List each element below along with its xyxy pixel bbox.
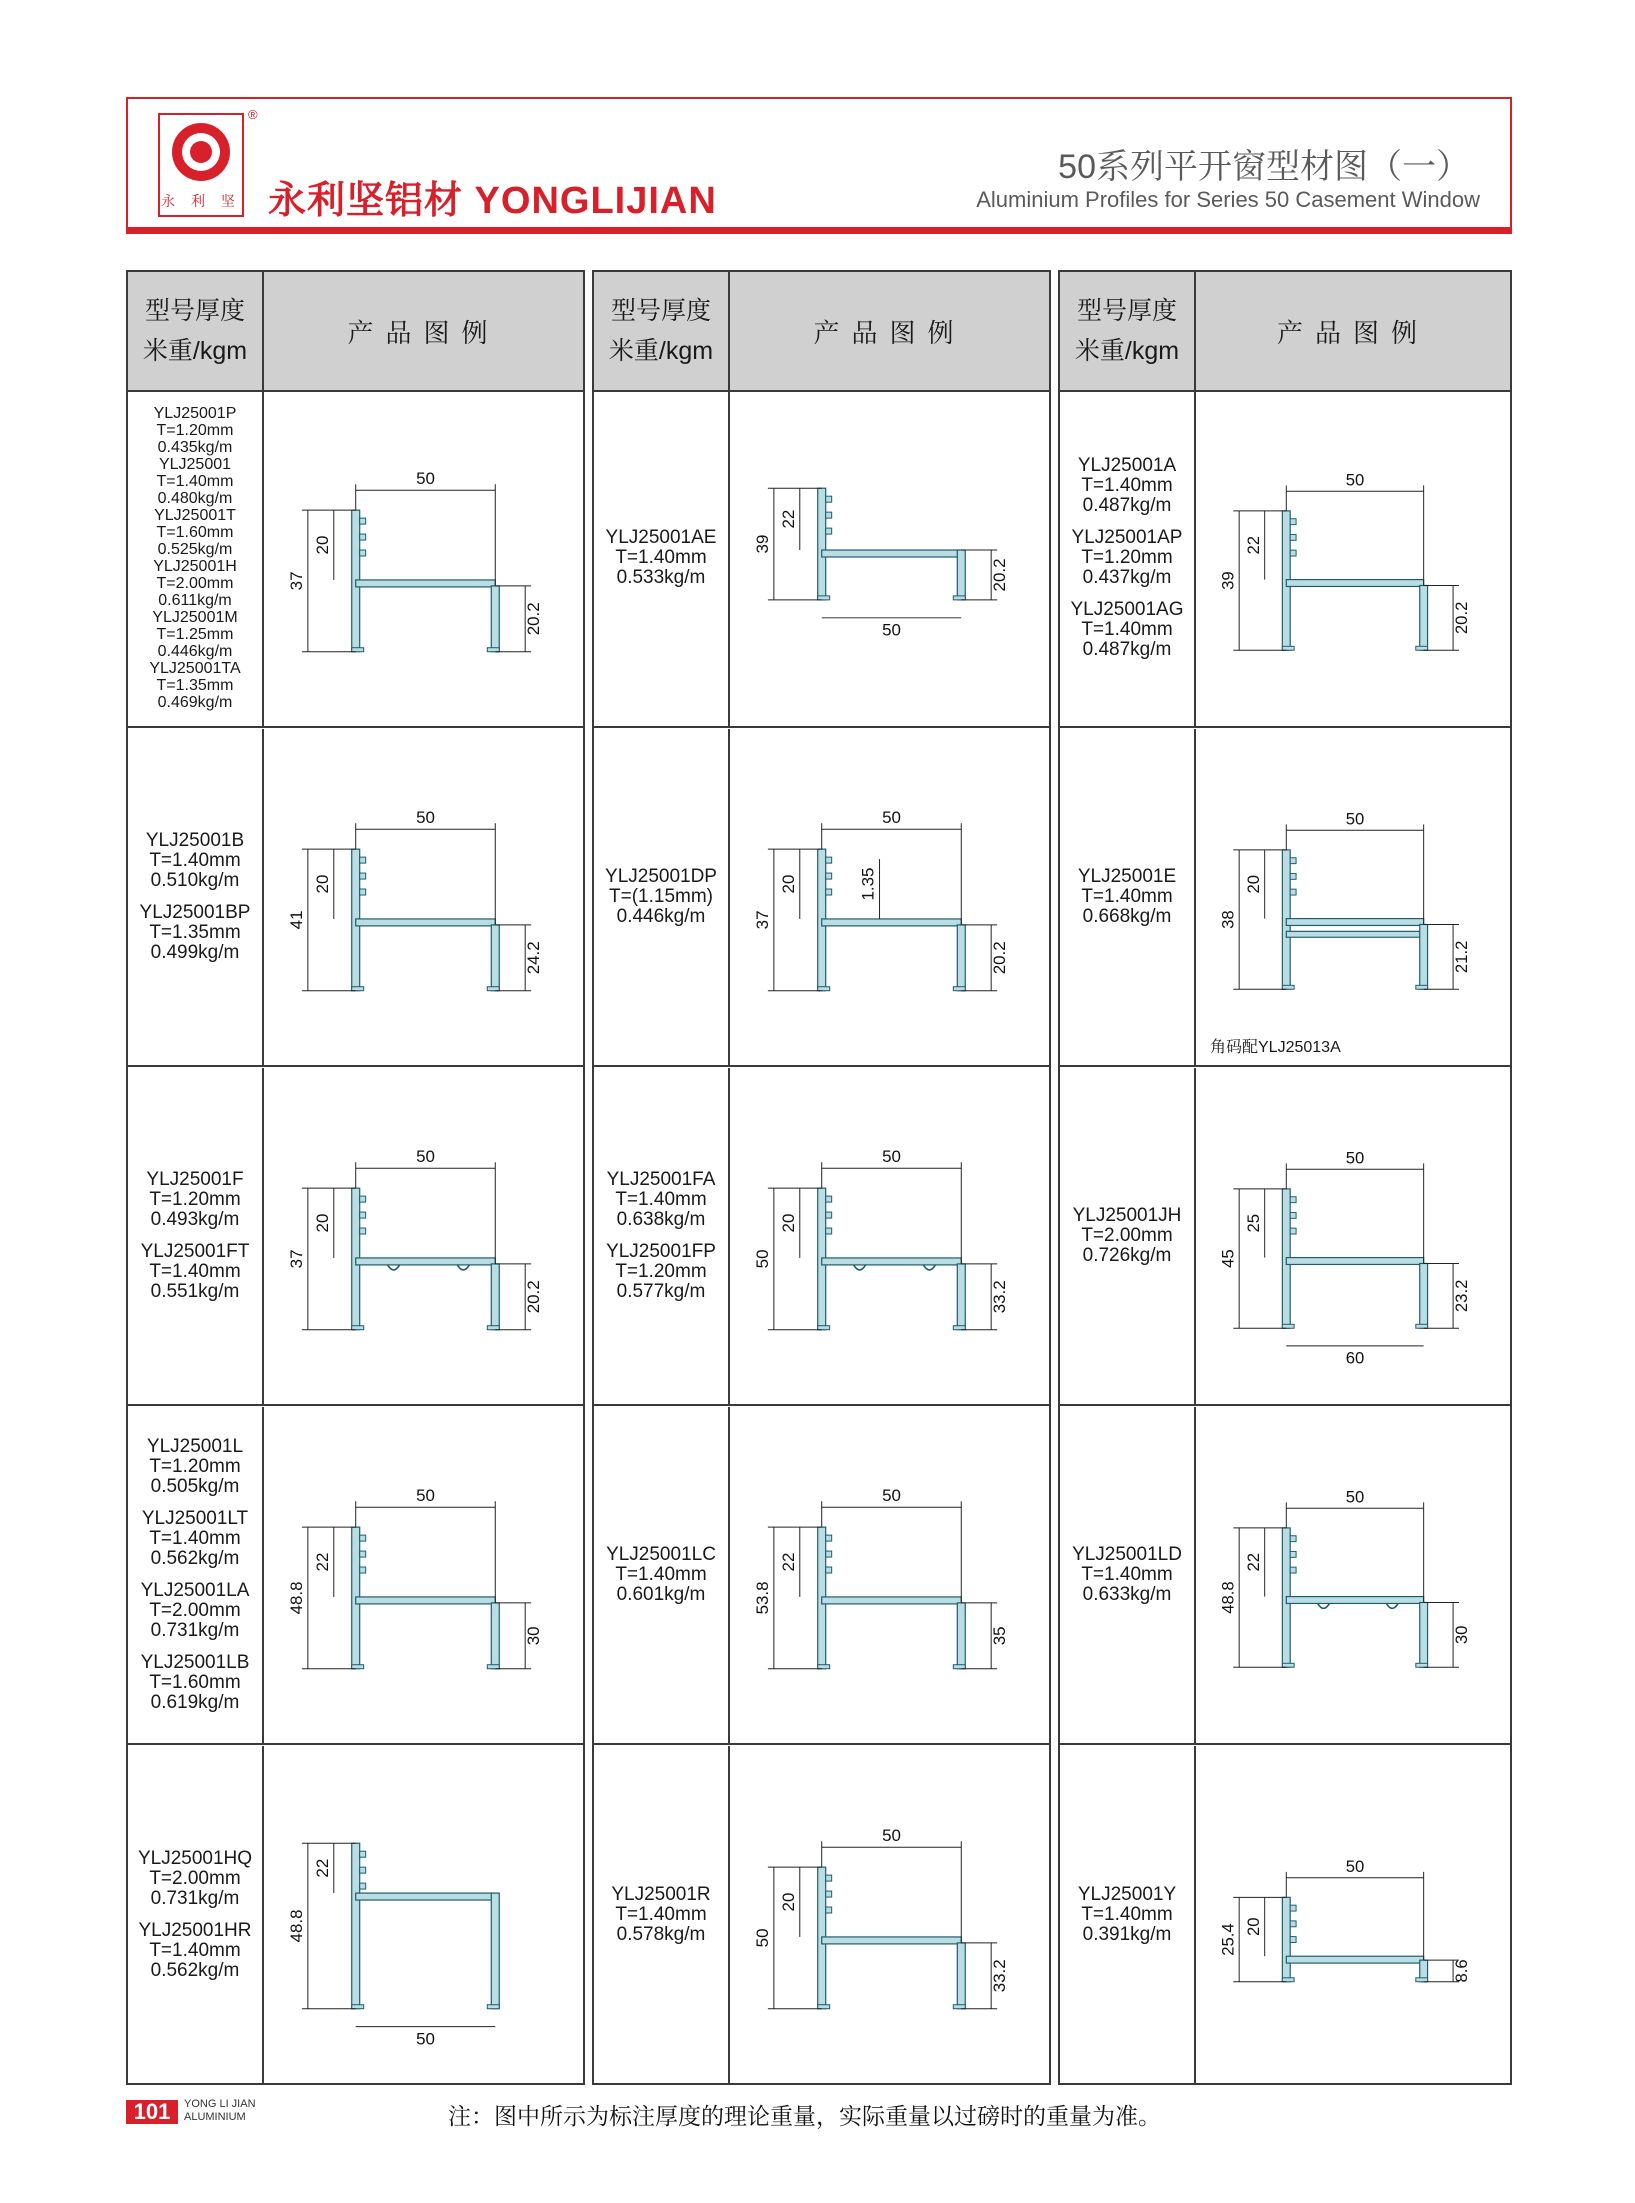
model-entry	[154, 405, 237, 456]
profile-diagram	[1196, 729, 1510, 1065]
model-entry	[1070, 600, 1183, 660]
profile-drawing	[818, 1527, 966, 1669]
weight-per-meter: 0.510kg/m	[150, 870, 240, 891]
model-number: YLJ25001P	[153, 405, 237, 422]
thickness: T=1.20mm	[149, 1456, 241, 1477]
model-entry	[606, 528, 717, 588]
model-entry	[138, 1921, 251, 1981]
profile-drawing	[1282, 1528, 1427, 1667]
dim-right-height-label: 21.2	[1451, 940, 1471, 974]
model-spec-cell	[594, 1068, 730, 1404]
profile-diagram	[264, 390, 583, 726]
dim-right-height-label: 33.2	[990, 1959, 1010, 1993]
table-row	[128, 729, 583, 1067]
footer-brand-line2: ALUMINIUM	[184, 2111, 246, 2123]
thickness: T=2.00mm	[1081, 1225, 1173, 1246]
dim-inner-height-label: 20	[312, 1213, 332, 1233]
model-entry	[147, 1437, 243, 1497]
dim-width-label: 50	[1345, 470, 1365, 490]
weight-per-meter: 0.601kg/m	[616, 1584, 706, 1605]
thickness: T=1.40mm	[1081, 475, 1173, 496]
dim-total-height-label: 39	[752, 534, 772, 554]
table-row	[594, 1746, 1049, 2084]
model-entry	[141, 1242, 250, 1302]
header-weight-label: 米重/kgm	[608, 337, 714, 365]
table-row	[594, 1407, 1049, 1745]
model-number: YLJ25001LC	[606, 1544, 716, 1565]
weight-per-meter: 0.391kg/m	[1082, 1924, 1172, 1945]
model-entry	[142, 1509, 248, 1569]
model-entry	[138, 1849, 252, 1909]
table-row	[1060, 1407, 1510, 1745]
profile-drawing	[352, 1188, 500, 1330]
thickness: T=2.00mm	[149, 1868, 241, 1889]
table-row	[128, 1068, 583, 1406]
dim-inner-height-label: 20	[778, 874, 798, 894]
header-rule	[126, 227, 1512, 234]
model-spec-cell	[1060, 390, 1196, 726]
weight-per-meter: 0.446kg/m	[616, 906, 706, 927]
dim-inner-height-label: 22	[1243, 1552, 1263, 1572]
profile-figure-cell	[730, 1407, 1049, 1743]
dim-width-label: 50	[416, 808, 435, 828]
profile-diagram	[730, 390, 1049, 726]
thickness: T=1.40mm	[149, 1528, 241, 1549]
model-number: YLJ25001A	[1077, 455, 1177, 476]
profile-figure-cell	[730, 1068, 1049, 1404]
profile-figure-cell	[264, 1068, 583, 1404]
profile-figure-cell	[1196, 390, 1510, 726]
thickness: T=1.35mm	[156, 677, 234, 694]
table-row	[1060, 729, 1510, 1067]
thickness: T=1.40mm	[615, 1564, 707, 1585]
profile-drawing	[818, 488, 966, 600]
dim-right-height-label: 30	[1451, 1625, 1471, 1645]
model-entry	[606, 1242, 716, 1302]
model-entry	[140, 903, 251, 963]
dim-inner-height-label: 20	[778, 1892, 798, 1912]
dim-width-label: 50	[1345, 1856, 1365, 1876]
model-spec-cell	[128, 1068, 264, 1404]
dim-inner-height-label: 20	[312, 535, 332, 555]
dim-right-height-label: 30	[524, 1626, 544, 1646]
weight-per-meter: 0.480kg/m	[157, 490, 233, 507]
dim-inner-height-label: 22	[1243, 535, 1263, 555]
dim-width-label: 50	[1345, 1487, 1365, 1507]
dim-width-label: 50	[882, 1486, 901, 1506]
profile-drawing	[1282, 1189, 1427, 1328]
dim-right-height-label: 8.6	[1451, 1959, 1471, 1983]
registered-mark: ®	[248, 107, 258, 122]
thickness: T=1.40mm	[156, 473, 234, 490]
profile-figure-cell	[1196, 1407, 1510, 1743]
model-number: YLJ25001LB	[140, 1652, 250, 1673]
model-number: YLJ25001DP	[605, 866, 717, 887]
dim-total-height-label: 39	[1218, 571, 1238, 590]
model-entry	[146, 1170, 243, 1230]
model-number: YLJ25001LA	[140, 1580, 250, 1601]
thickness: T=1.60mm	[156, 524, 234, 541]
thickness: T=1.40mm	[1081, 1564, 1173, 1585]
model-entry	[146, 831, 244, 891]
profile-figure-cell	[1196, 1068, 1510, 1404]
figure-note: 角码配YLJ25013A	[1210, 1039, 1341, 1056]
weight-per-meter: 0.499kg/m	[150, 942, 240, 963]
weight-per-meter: 0.551kg/m	[150, 1281, 240, 1302]
dim-right-height-label: 33.2	[990, 1280, 1010, 1314]
profile-diagram	[1196, 1746, 1510, 2084]
dim-total-height-label: 25.4	[1218, 1923, 1238, 1956]
model-spec-cell	[128, 1407, 264, 1743]
dim-total-height-label: 37	[286, 571, 306, 591]
dim-right-height-label: 23.2	[1451, 1279, 1471, 1313]
thickness: T=1.40mm	[1081, 886, 1173, 907]
model-entry	[1078, 456, 1176, 516]
thickness: T=(1.15mm)	[609, 886, 713, 907]
table-row	[1060, 390, 1510, 728]
model-number: YLJ25001JH	[1072, 1205, 1182, 1226]
model-number: YLJ25001	[158, 456, 232, 473]
thickness: T=1.40mm	[615, 547, 707, 568]
weight-per-meter: 0.578kg/m	[616, 1924, 706, 1945]
thickness: T=1.35mm	[149, 922, 241, 943]
model-number: YLJ25001AG	[1070, 599, 1184, 620]
model-number: YLJ25001FP	[606, 1241, 716, 1262]
model-number: YLJ25001R	[611, 1884, 711, 1905]
header-model-cell	[1060, 272, 1196, 390]
header-weight-label: 米重/kgm	[142, 337, 248, 365]
model-number: YLJ25001E	[1077, 866, 1177, 887]
profile-diagram	[264, 1746, 583, 2084]
model-entry	[1078, 867, 1176, 927]
weight-per-meter: 0.562kg/m	[150, 1548, 240, 1569]
table-header	[1060, 272, 1510, 392]
profile-drawing	[352, 849, 500, 991]
thickness: T=2.00mm	[156, 575, 234, 592]
model-number: YLJ25001AP	[1071, 527, 1183, 548]
profile-drawing	[352, 510, 500, 652]
dim-bottom-label: 50	[882, 620, 901, 640]
profile-drawing	[818, 849, 966, 991]
thickness: T=1.40mm	[615, 1189, 707, 1210]
thickness: T=1.20mm	[1081, 547, 1173, 568]
logo-emblem-icon	[172, 123, 230, 181]
page-subtitle: Aluminium Profiles for Series 50 Casement Window	[976, 187, 1480, 212]
model-spec-cell	[594, 390, 730, 726]
dim-right-height-label: 35	[990, 1626, 1010, 1646]
dim-width-label: 50	[1345, 1148, 1365, 1168]
dim-inner-height-label: 20	[312, 874, 332, 894]
thickness: T=1.40mm	[149, 1261, 241, 1282]
brand-name: 永利坚铝材 YONGLIJIAN	[268, 180, 717, 222]
dim-width-label: 50	[882, 1826, 901, 1846]
weight-per-meter: 0.525kg/m	[157, 541, 233, 558]
dim-inner-height-label: 22	[778, 509, 798, 529]
profile-figure-cell	[730, 1746, 1049, 2084]
weight-per-meter: 0.562kg/m	[150, 1960, 240, 1981]
weight-per-meter: 0.611kg/m	[158, 592, 232, 609]
profile-drawing	[1282, 850, 1427, 989]
profile-figure-cell	[1196, 1746, 1510, 2084]
weight-per-meter: 0.638kg/m	[616, 1209, 706, 1230]
model-spec-cell	[594, 1746, 730, 2084]
model-number: YLJ25001LD	[1072, 1544, 1182, 1565]
header-model-label: 型号厚度	[1076, 297, 1177, 325]
thickness: T=1.40mm	[149, 1940, 241, 1961]
model-entry	[1072, 1545, 1182, 1605]
model-entry	[153, 558, 237, 609]
weight-per-meter: 0.668kg/m	[1082, 906, 1172, 927]
dim-total-height-label: 37	[752, 910, 772, 930]
model-spec-cell	[594, 729, 730, 1065]
weight-per-meter: 0.493kg/m	[150, 1209, 240, 1230]
page-header	[126, 97, 1512, 234]
dim-right-height-label: 20.2	[990, 558, 1010, 592]
model-number: YLJ25001BP	[139, 902, 251, 923]
table-row	[594, 729, 1049, 1067]
dim-total-height-label: 48.8	[286, 1909, 306, 1943]
model-entry	[607, 1170, 716, 1230]
dim-inner-height-label: 25	[1243, 1213, 1263, 1233]
page-number: 101	[126, 2100, 178, 2124]
profile-diagram	[264, 729, 583, 1065]
model-entry	[1072, 528, 1183, 588]
dim-inner-height-label: 22	[312, 1552, 332, 1572]
profile-diagram	[730, 729, 1049, 1065]
weight-per-meter: 0.446kg/m	[157, 643, 233, 660]
profile-diagram	[1196, 1407, 1510, 1743]
table-row	[1060, 1746, 1510, 2084]
profile-diagram	[1196, 1068, 1510, 1404]
dim-inner-height-label: 22	[778, 1552, 798, 1572]
dim-total-height-label: 53.8	[752, 1581, 772, 1615]
header-figure-label: 产品图例	[813, 317, 966, 348]
model-number: YLJ25001Y	[1077, 1884, 1177, 1905]
dim-right-height-label: 20.2	[1451, 601, 1471, 635]
profile-diagram	[730, 1746, 1049, 2084]
model-entry	[611, 1885, 710, 1945]
dim-bottom-label: 50	[416, 2029, 435, 2049]
logo-caption: 永 利 坚	[161, 193, 241, 209]
weight-per-meter: 0.469kg/m	[157, 694, 233, 711]
model-entry	[1078, 1885, 1176, 1945]
footer-brand	[184, 2098, 256, 2124]
table-row	[594, 390, 1049, 728]
model-number: YLJ25001T	[154, 507, 236, 524]
dim-width-label: 50	[416, 1486, 435, 1506]
model-spec-cell	[594, 1407, 730, 1743]
model-spec-cell	[1060, 1068, 1196, 1404]
weight-per-meter: 0.726kg/m	[1082, 1245, 1172, 1266]
dim-width-label: 50	[882, 1147, 901, 1167]
model-number: YLJ25001TA	[149, 660, 241, 677]
model-entry	[606, 1545, 716, 1605]
header-figure-label: 产品图例	[347, 317, 500, 348]
model-number: YLJ25001L	[146, 1436, 244, 1457]
weight-per-meter: 0.577kg/m	[616, 1281, 706, 1302]
dim-bottom-label: 60	[1345, 1348, 1365, 1368]
thickness: T=1.20mm	[156, 422, 234, 439]
weight-per-meter: 0.619kg/m	[150, 1692, 240, 1713]
profile-figure-cell	[264, 1407, 583, 1743]
profile-drawing	[818, 1188, 966, 1330]
table-row	[128, 390, 583, 728]
model-entry	[605, 867, 717, 927]
thickness: T=1.20mm	[149, 1189, 241, 1210]
thickness: T=2.00mm	[149, 1600, 241, 1621]
model-number: YLJ25001FA	[606, 1169, 716, 1190]
table-header	[128, 272, 583, 392]
weight-per-meter: 0.731kg/m	[150, 1620, 240, 1641]
dim-right-height-label: 20.2	[524, 1280, 544, 1314]
model-entry	[152, 609, 237, 660]
weight-per-meter: 0.487kg/m	[1082, 639, 1172, 660]
dim-total-height-label: 45	[1218, 1249, 1238, 1268]
weight-per-meter: 0.731kg/m	[150, 1888, 240, 1909]
weight-per-meter: 0.437kg/m	[1082, 567, 1172, 588]
model-spec-cell	[1060, 1746, 1196, 2084]
footer-brand-line1: YONG LI JIAN	[184, 2098, 256, 2110]
profile-figure-cell	[1196, 729, 1510, 1065]
profile-drawing	[1282, 511, 1427, 650]
header-model-cell	[594, 272, 730, 390]
model-number: YLJ25001HQ	[137, 1848, 253, 1869]
model-number: YLJ25001H	[153, 558, 237, 575]
weight-per-meter: 0.505kg/m	[150, 1476, 240, 1497]
model-number: YLJ25001B	[145, 830, 245, 851]
table-row	[128, 1407, 583, 1745]
thickness: T=1.20mm	[615, 1261, 707, 1282]
model-entry	[149, 660, 240, 711]
thickness: T=1.40mm	[1081, 1904, 1173, 1925]
catalog-column-1	[126, 270, 585, 2085]
weight-per-meter: 0.487kg/m	[1082, 495, 1172, 516]
profile-diagram	[264, 1407, 583, 1743]
profile-drawing	[818, 1867, 966, 2009]
model-entry	[141, 1653, 250, 1713]
profile-figure-cell	[264, 1746, 583, 2084]
model-entry	[154, 507, 236, 558]
thickness: T=1.40mm	[615, 1904, 707, 1925]
table-header	[594, 272, 1049, 392]
dim-total-height-label: 50	[752, 1249, 772, 1269]
table-row	[1060, 1068, 1510, 1406]
table-row	[594, 1068, 1049, 1406]
dim-total-height-label: 41	[286, 910, 306, 930]
header-model-cell	[128, 272, 264, 390]
header-model-label: 型号厚度	[610, 297, 711, 325]
dim-width-label: 50	[1345, 809, 1365, 829]
model-spec-cell	[128, 729, 264, 1065]
model-spec-cell	[1060, 1407, 1196, 1743]
dim-total-height-label: 38	[1218, 910, 1238, 929]
thickness: T=1.25mm	[156, 626, 234, 643]
model-spec-cell	[128, 390, 264, 726]
header-weight-label: 米重/kgm	[1074, 337, 1180, 365]
header-figure-label: 产品图例	[1276, 317, 1429, 348]
dim-inner-height-label: 20	[778, 1213, 798, 1233]
model-number: YLJ25001FT	[140, 1241, 250, 1262]
profile-drawing	[1282, 1897, 1427, 1981]
catalog-column-3	[1058, 270, 1512, 2085]
thickness: T=1.60mm	[149, 1672, 241, 1693]
model-number: YLJ25001F	[146, 1169, 244, 1190]
profile-figure-cell	[730, 729, 1049, 1065]
dim-inner-height-label: 22	[312, 1858, 332, 1878]
profile-diagram	[1196, 390, 1510, 726]
model-entry	[141, 1581, 250, 1641]
dim-width-label: 50	[416, 469, 435, 489]
page-title: 50系列平开窗型材图（一）	[1058, 148, 1470, 186]
profile-diagram	[264, 1068, 583, 1404]
catalog-column-2	[592, 270, 1051, 2085]
dim-right-height-label: 20.2	[524, 602, 544, 636]
dim-total-height-label: 50	[752, 1928, 772, 1948]
model-spec-cell	[128, 1746, 264, 2084]
profile-figure-cell	[730, 390, 1049, 726]
model-number: YLJ25001HR	[138, 1920, 252, 1941]
thickness: T=1.40mm	[149, 850, 241, 871]
footer-note: 注：图中所示为标注厚度的理论重量，实际重量以过磅时的重量为准。	[448, 2103, 1161, 2129]
dim-total-height-label: 48.8	[286, 1581, 306, 1615]
profile-drawing	[352, 1843, 500, 2008]
model-number: YLJ25001M	[152, 609, 238, 626]
header-model-label: 型号厚度	[144, 297, 245, 325]
thickness: T=1.40mm	[1081, 619, 1173, 640]
brand-logo	[158, 113, 244, 217]
table-row	[128, 1746, 583, 2084]
model-spec-cell	[1060, 729, 1196, 1065]
model-number: YLJ25001LT	[141, 1508, 249, 1529]
dim-total-height-label: 48.8	[1218, 1581, 1238, 1614]
weight-per-meter: 0.533kg/m	[616, 567, 706, 588]
profile-figure-cell	[264, 729, 583, 1065]
profile-figure-cell	[264, 390, 583, 726]
weight-per-meter: 0.435kg/m	[157, 439, 233, 456]
model-number: YLJ25001AE	[605, 527, 717, 548]
profile-diagram	[730, 1068, 1049, 1404]
profile-drawing	[352, 1527, 500, 1669]
weight-per-meter: 0.633kg/m	[1082, 1584, 1172, 1605]
dim-mid-label: 1.35	[858, 867, 878, 901]
dim-total-height-label: 37	[286, 1249, 306, 1269]
model-entry	[1073, 1206, 1182, 1266]
dim-width-label: 50	[416, 1147, 435, 1167]
dim-width-label: 50	[882, 808, 901, 828]
dim-right-height-label: 20.2	[990, 941, 1010, 975]
profile-diagram	[730, 1407, 1049, 1743]
dim-inner-height-label: 20	[1243, 1917, 1263, 1937]
dim-right-height-label: 24.2	[524, 941, 544, 975]
model-entry	[157, 456, 234, 507]
dim-inner-height-label: 20	[1243, 874, 1263, 894]
